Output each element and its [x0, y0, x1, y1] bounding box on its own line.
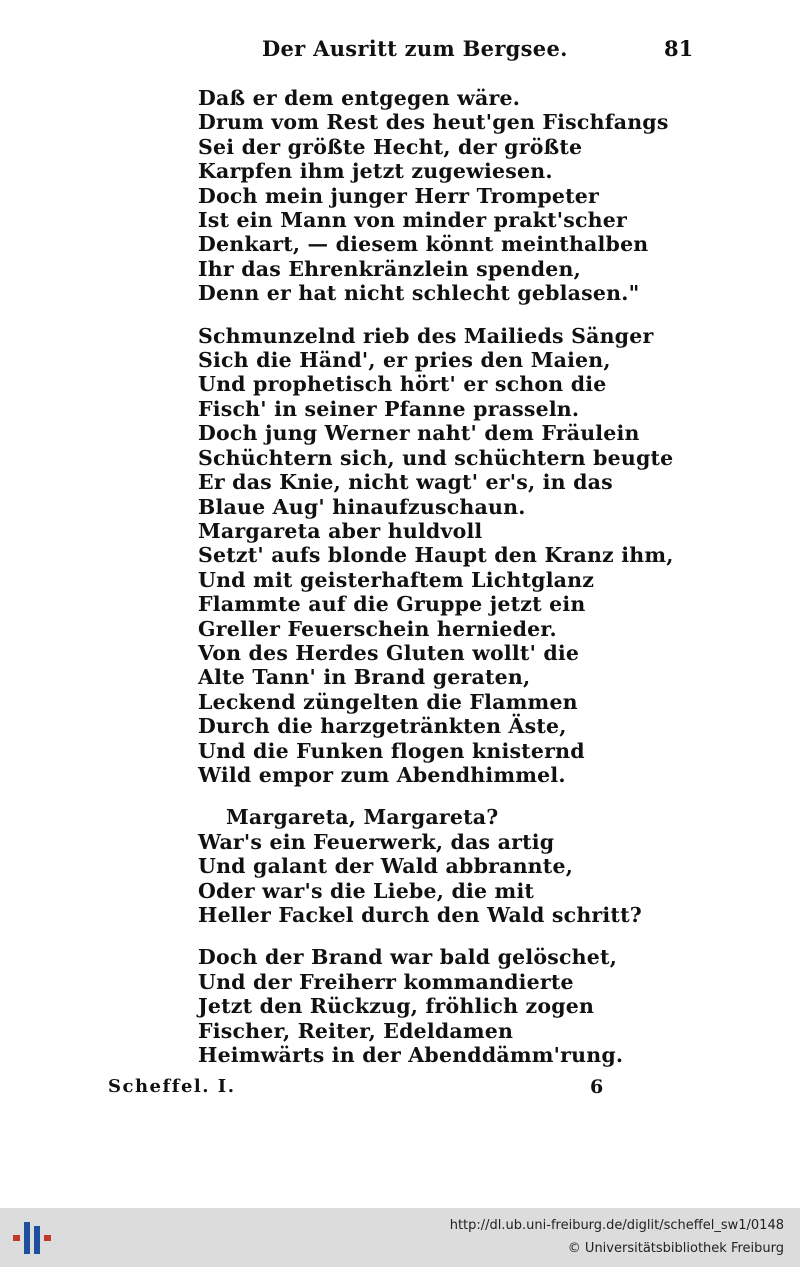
ub-freiburg-logo-icon	[10, 1218, 54, 1258]
verse-line: Und die Funken flogen knisternd	[198, 738, 585, 763]
stanza	[198, 323, 674, 788]
poem-text	[198, 86, 674, 1085]
copyright-notice: © Universitätsbibliothek Freiburg	[567, 1241, 784, 1256]
verse-line: Oder war's die Liebe, die mit	[198, 878, 535, 903]
verse-line: Denkart, — diesem könnt meinthalben	[198, 232, 649, 257]
verse-line: Fischer, Reiter, Edeldamen	[198, 1018, 514, 1043]
permalink-url[interactable]: http://dl.ub.uni-freiburg.de/diglit/scheffel_sw1/0148	[449, 1218, 784, 1233]
stanza	[198, 86, 668, 306]
verse-line: Heimwärts in der Abenddämm'rung.	[198, 1043, 624, 1068]
verse-line: Doch jung Werner naht' dem Fräulein	[198, 421, 640, 446]
verse-line: Flammte auf die Gruppe jetzt ein	[198, 592, 586, 617]
stanza	[198, 805, 668, 927]
verse-line: Denn er hat nicht schlecht geblasen."	[198, 281, 640, 306]
verse-line: Ihr das Ehrenkränzlein spenden,	[198, 256, 581, 281]
verse-line: Und galant der Wald abbrannte,	[198, 854, 574, 879]
verse-line: Sich die Händ', er pries den Maien,	[198, 348, 611, 373]
verse-line: War's ein Feuerwerk, das artig	[198, 829, 555, 854]
signature-number: 6	[590, 1076, 604, 1098]
signature-mark: Scheffel. I.	[108, 1076, 236, 1097]
verse-line: Schmunzelnd rieb des Mailieds Sänger	[198, 323, 654, 348]
verse-line: Und mit geisterhaftem Lichtglanz	[198, 567, 595, 592]
verse-line: Fisch' in seiner Pfanne prasseln.	[198, 396, 580, 421]
verse-line: Sei der größte Hecht, der größte	[198, 134, 583, 159]
verse-line: Daß er dem entgegen wäre.	[198, 86, 521, 110]
signature-row	[0, 1076, 800, 1104]
verse-line: Wild empor zum Abendhimmel.	[198, 762, 566, 787]
verse-line: Und prophetisch hört' er schon die	[198, 372, 607, 397]
verse-line: Von des Herdes Gluten wollt' die	[198, 640, 580, 665]
verse-line: Durch die harzgetränkten Äste,	[198, 714, 567, 739]
verse-line: Margareta aber huldvoll	[198, 518, 483, 543]
verse-line: Leckend züngelten die Flammen	[198, 689, 578, 714]
verse-line: Doch mein junger Herr Trompeter	[198, 183, 600, 208]
running-head	[0, 36, 800, 66]
verse-line: Alte Tann' in Brand geraten,	[198, 665, 531, 690]
verse-line: Ist ein Mann von minder prakt'scher	[198, 208, 627, 233]
stanza	[198, 945, 668, 1067]
verse-line: Greller Feuerschein hernieder.	[198, 616, 557, 641]
verse-line: Karpfen ihm jetzt zugewiesen.	[198, 159, 553, 184]
verse-line: Heller Fackel durch den Wald schritt?	[198, 903, 642, 927]
verse-line: Jetzt den Rückzug, fröhlich zogen	[198, 994, 595, 1019]
verse-line: Doch der Brand war bald gelöschet,	[198, 945, 618, 970]
verse-line: Er das Knie, nicht wagt' er's, in das	[198, 470, 613, 495]
verse-line: Drum vom Rest des heut'gen Fischfangs	[198, 110, 669, 135]
viewer-footer	[0, 1208, 800, 1267]
verse-line: Blaue Aug' hinaufzuschaun.	[198, 494, 526, 519]
running-title: Der Ausritt zum Bergsee.	[262, 36, 568, 61]
verse-line: Margareta, Margareta?	[226, 805, 499, 830]
verse-line: Setzt' aufs blonde Haupt den Kranz ihm,	[198, 543, 674, 568]
verse-line: Schüchtern sich, und schüchtern beugte	[198, 445, 674, 470]
verse-line: Und der Freiherr kommandierte	[198, 969, 574, 994]
page-number: 81	[664, 36, 694, 61]
